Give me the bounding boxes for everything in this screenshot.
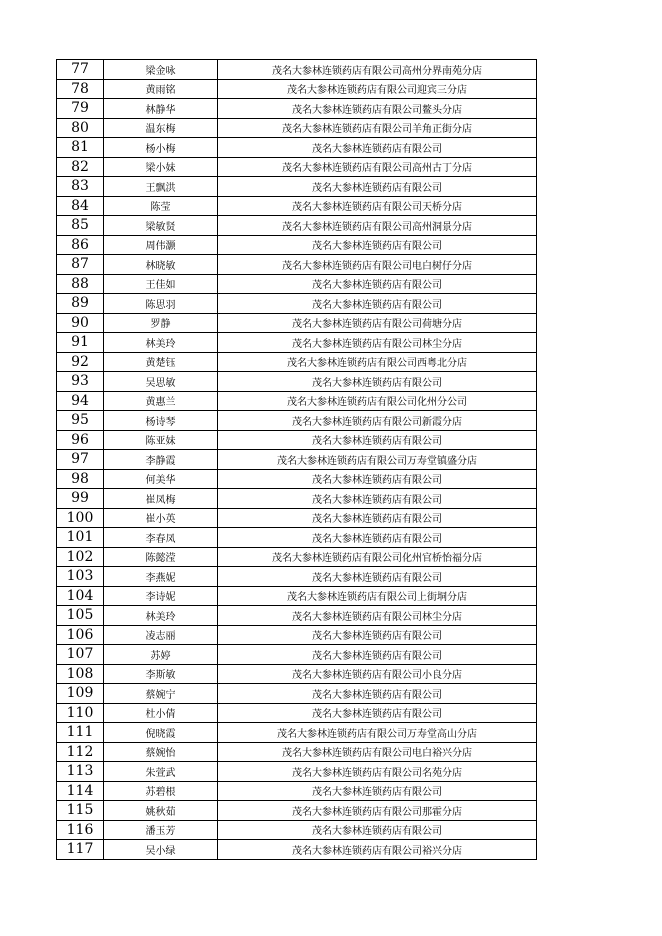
- row-number-cell: 115: [57, 801, 104, 821]
- table-row: [57, 781, 537, 801]
- table-row: [57, 255, 537, 275]
- table-row: [57, 235, 537, 255]
- person-name-cell: 王佳如: [104, 274, 218, 294]
- person-name-cell: 崔小英: [104, 508, 218, 528]
- organization-cell: 茂名大参林连锁药店有限公司天桥分店: [218, 196, 537, 216]
- row-number-cell: 94: [57, 391, 104, 411]
- person-name-cell: 陈懿滢: [104, 547, 218, 567]
- table-row: [57, 489, 537, 509]
- row-number-cell: 110: [57, 703, 104, 723]
- row-number-cell: 83: [57, 177, 104, 197]
- person-name-cell: 杨小梅: [104, 138, 218, 158]
- row-number-cell: 106: [57, 625, 104, 645]
- row-number-cell: 102: [57, 547, 104, 567]
- person-name-cell: 王飘洪: [104, 177, 218, 197]
- organization-cell: 茂名大参林连锁药店有限公司: [218, 528, 537, 548]
- row-number-cell: 113: [57, 762, 104, 782]
- row-number-cell: 88: [57, 274, 104, 294]
- organization-cell: 茂名大参林连锁药店有限公司小良分店: [218, 664, 537, 684]
- organization-cell: 茂名大参林连锁药店有限公司: [218, 781, 537, 801]
- organization-cell: 茂名大参林连锁药店有限公司万寿堂镇盛分店: [218, 450, 537, 470]
- roster-body: [57, 60, 537, 860]
- row-number-cell: 80: [57, 118, 104, 138]
- organization-cell: 茂名大参林连锁药店有限公司西粤北分店: [218, 352, 537, 372]
- person-name-cell: 吴小绿: [104, 840, 218, 860]
- table-row: [57, 138, 537, 158]
- person-name-cell: 梁小妹: [104, 157, 218, 177]
- table-row: [57, 606, 537, 626]
- organization-cell: 茂名大参林连锁药店有限公司羊角正街分店: [218, 118, 537, 138]
- organization-cell: 茂名大参林连锁药店有限公司: [218, 489, 537, 509]
- row-number-cell: 111: [57, 723, 104, 743]
- row-number-cell: 100: [57, 508, 104, 528]
- table-row: [57, 60, 537, 80]
- row-number-cell: 91: [57, 333, 104, 353]
- row-number-cell: 78: [57, 79, 104, 99]
- organization-cell: 茂名大参林连锁药店有限公司: [218, 820, 537, 840]
- table-row: [57, 742, 537, 762]
- table-row: [57, 391, 537, 411]
- table-row: [57, 684, 537, 704]
- table-row: [57, 508, 537, 528]
- organization-cell: 茂名大参林连锁药店有限公司那霍分店: [218, 801, 537, 821]
- table-row: [57, 528, 537, 548]
- table-row: [57, 313, 537, 333]
- person-name-cell: 苏婷: [104, 645, 218, 665]
- organization-cell: 茂名大参林连锁药店有限公司: [218, 372, 537, 392]
- organization-cell: 茂名大参林连锁药店有限公司化州官桥怡福分店: [218, 547, 537, 567]
- row-number-cell: 114: [57, 781, 104, 801]
- organization-cell: 茂名大参林连锁药店有限公司鳌头分店: [218, 99, 537, 119]
- person-name-cell: 温东梅: [104, 118, 218, 138]
- row-number-cell: 96: [57, 430, 104, 450]
- person-name-cell: 朱萱武: [104, 762, 218, 782]
- row-number-cell: 105: [57, 606, 104, 626]
- table-row: [57, 118, 537, 138]
- person-name-cell: 罗静: [104, 313, 218, 333]
- organization-cell: 茂名大参林连锁药店有限公司: [218, 274, 537, 294]
- row-number-cell: 77: [57, 60, 104, 80]
- organization-cell: 茂名大参林连锁药店有限公司新霞分店: [218, 411, 537, 431]
- row-number-cell: 95: [57, 411, 104, 431]
- row-number-cell: 112: [57, 742, 104, 762]
- organization-cell: 茂名大参林连锁药店有限公司: [218, 567, 537, 587]
- table-row: [57, 547, 537, 567]
- organization-cell: 茂名大参林连锁药店有限公司: [218, 645, 537, 665]
- person-name-cell: 梁敏贤: [104, 216, 218, 236]
- row-number-cell: 117: [57, 840, 104, 860]
- person-name-cell: 黄雨铭: [104, 79, 218, 99]
- table-row: [57, 723, 537, 743]
- person-name-cell: 李静霞: [104, 450, 218, 470]
- organization-cell: 茂名大参林连锁药店有限公司: [218, 703, 537, 723]
- organization-cell: 茂名大参林连锁药店有限公司电白裕兴分店: [218, 742, 537, 762]
- organization-cell: 茂名大参林连锁药店有限公司万寿堂高山分店: [218, 723, 537, 743]
- row-number-cell: 98: [57, 469, 104, 489]
- row-number-cell: 99: [57, 489, 104, 509]
- person-name-cell: 黄惠兰: [104, 391, 218, 411]
- row-number-cell: 86: [57, 235, 104, 255]
- person-name-cell: 杜小倩: [104, 703, 218, 723]
- row-number-cell: 116: [57, 820, 104, 840]
- organization-cell: 茂名大参林连锁药店有限公司: [218, 138, 537, 158]
- organization-cell: 茂名大参林连锁药店有限公司迎宾三分店: [218, 79, 537, 99]
- row-number-cell: 104: [57, 586, 104, 606]
- person-name-cell: 李燕妮: [104, 567, 218, 587]
- person-name-cell: 吴思敏: [104, 372, 218, 392]
- organization-cell: 茂名大参林连锁药店有限公司上街垌分店: [218, 586, 537, 606]
- organization-cell: 茂名大参林连锁药店有限公司林尘分店: [218, 606, 537, 626]
- organization-cell: 茂名大参林连锁药店有限公司: [218, 469, 537, 489]
- row-number-cell: 92: [57, 352, 104, 372]
- table-row: [57, 411, 537, 431]
- table-row: [57, 820, 537, 840]
- table-row: [57, 216, 537, 236]
- table-row: [57, 762, 537, 782]
- person-name-cell: 何美华: [104, 469, 218, 489]
- person-name-cell: 苏碧根: [104, 781, 218, 801]
- organization-cell: 茂名大参林连锁药店有限公司: [218, 684, 537, 704]
- row-number-cell: 109: [57, 684, 104, 704]
- table-row: [57, 625, 537, 645]
- row-number-cell: 81: [57, 138, 104, 158]
- organization-cell: 茂名大参林连锁药店有限公司裕兴分店: [218, 840, 537, 860]
- table-row: [57, 333, 537, 353]
- person-name-cell: 林美玲: [104, 606, 218, 626]
- organization-cell: 茂名大参林连锁药店有限公司林尘分店: [218, 333, 537, 353]
- organization-cell: 茂名大参林连锁药店有限公司: [218, 235, 537, 255]
- table-row: [57, 274, 537, 294]
- organization-cell: 茂名大参林连锁药店有限公司: [218, 625, 537, 645]
- organization-cell: 茂名大参林连锁药店有限公司: [218, 177, 537, 197]
- organization-cell: 茂名大参林连锁药店有限公司名苑分店: [218, 762, 537, 782]
- person-name-cell: 李诗妮: [104, 586, 218, 606]
- row-number-cell: 84: [57, 196, 104, 216]
- table-row: [57, 352, 537, 372]
- table-row: [57, 469, 537, 489]
- person-name-cell: 陈莹: [104, 196, 218, 216]
- table-row: [57, 177, 537, 197]
- row-number-cell: 82: [57, 157, 104, 177]
- person-name-cell: 陈思羽: [104, 294, 218, 314]
- organization-cell: 茂名大参林连锁药店有限公司高州古丁分店: [218, 157, 537, 177]
- person-name-cell: 林美玲: [104, 333, 218, 353]
- table-row: [57, 196, 537, 216]
- person-name-cell: 姚秋茹: [104, 801, 218, 821]
- person-name-cell: 周伟灏: [104, 235, 218, 255]
- table-row: [57, 645, 537, 665]
- table-row: [57, 294, 537, 314]
- row-number-cell: 97: [57, 450, 104, 470]
- organization-cell: 茂名大参林连锁药店有限公司高州洞景分店: [218, 216, 537, 236]
- row-number-cell: 93: [57, 372, 104, 392]
- person-name-cell: 林晓敏: [104, 255, 218, 275]
- person-name-cell: 潘玉芳: [104, 820, 218, 840]
- person-name-cell: 杨诗琴: [104, 411, 218, 431]
- row-number-cell: 103: [57, 567, 104, 587]
- organization-cell: 茂名大参林连锁药店有限公司荷塘分店: [218, 313, 537, 333]
- table-row: [57, 586, 537, 606]
- row-number-cell: 107: [57, 645, 104, 665]
- person-name-cell: 陈亚妹: [104, 430, 218, 450]
- table-row: [57, 157, 537, 177]
- table-row: [57, 430, 537, 450]
- organization-cell: 茂名大参林连锁药店有限公司化州分公司: [218, 391, 537, 411]
- table-row: [57, 703, 537, 723]
- roster-table: [56, 59, 537, 860]
- person-name-cell: 蔡婉怡: [104, 742, 218, 762]
- organization-cell: 茂名大参林连锁药店有限公司电白树仔分店: [218, 255, 537, 275]
- person-name-cell: 梁金咏: [104, 60, 218, 80]
- row-number-cell: 79: [57, 99, 104, 119]
- table-row: [57, 664, 537, 684]
- person-name-cell: 李春凤: [104, 528, 218, 548]
- organization-cell: 茂名大参林连锁药店有限公司: [218, 508, 537, 528]
- organization-cell: 茂名大参林连锁药店有限公司: [218, 294, 537, 314]
- organization-cell: 茂名大参林连锁药店有限公司: [218, 430, 537, 450]
- table-row: [57, 450, 537, 470]
- person-name-cell: 蔡婉宁: [104, 684, 218, 704]
- table-row: [57, 99, 537, 119]
- person-name-cell: 黄楚钰: [104, 352, 218, 372]
- person-name-cell: 崔凤梅: [104, 489, 218, 509]
- table-row: [57, 801, 537, 821]
- organization-cell: 茂名大参林连锁药店有限公司高州分界南苑分店: [218, 60, 537, 80]
- row-number-cell: 87: [57, 255, 104, 275]
- table-row: [57, 567, 537, 587]
- person-name-cell: 倪晓霞: [104, 723, 218, 743]
- person-name-cell: 凌志丽: [104, 625, 218, 645]
- row-number-cell: 89: [57, 294, 104, 314]
- table-row: [57, 840, 537, 860]
- person-name-cell: 林静华: [104, 99, 218, 119]
- row-number-cell: 108: [57, 664, 104, 684]
- row-number-cell: 85: [57, 216, 104, 236]
- table-row: [57, 372, 537, 392]
- person-name-cell: 李斯敏: [104, 664, 218, 684]
- row-number-cell: 90: [57, 313, 104, 333]
- row-number-cell: 101: [57, 528, 104, 548]
- table-row: [57, 79, 537, 99]
